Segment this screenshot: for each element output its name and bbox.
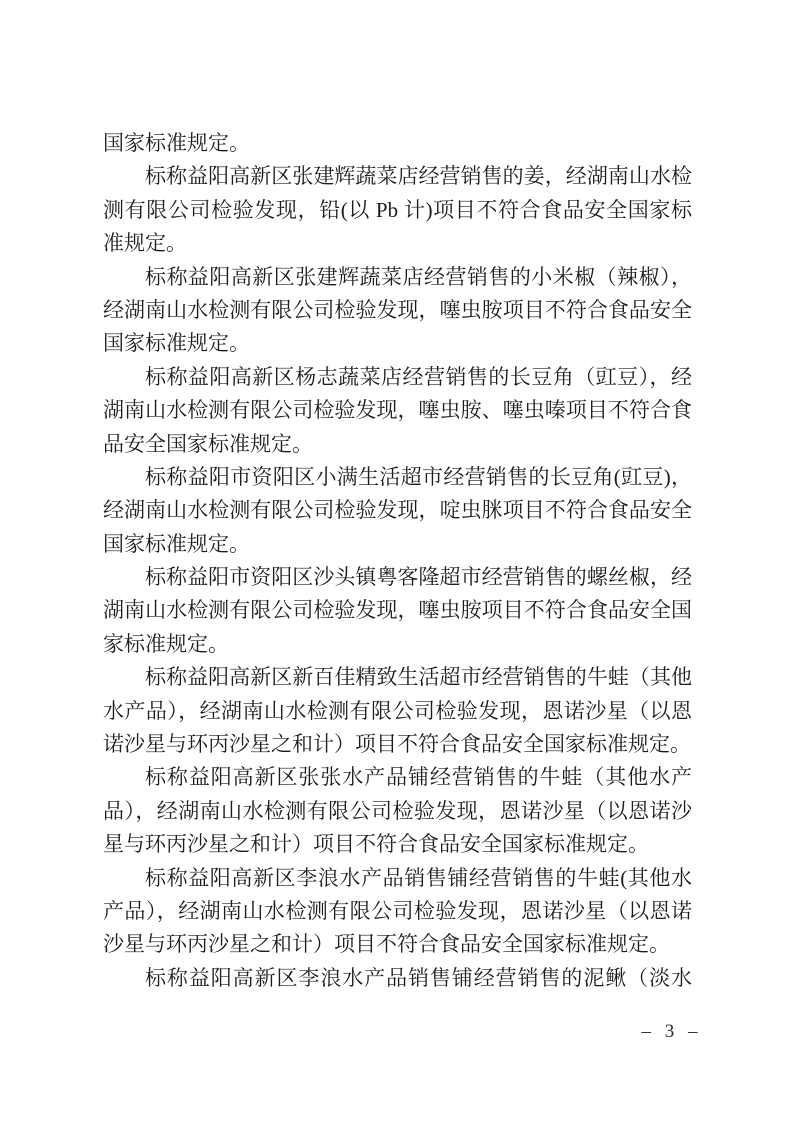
text-line: 产品），经湖南山水检测有限公司检验发现，恩诺沙星（以恩诺 <box>103 898 692 923</box>
text-line: 标称益阳高新区张建辉蔬菜店经营销售的小米椒（辣椒）， <box>145 264 692 289</box>
text-line: 经湖南山水检测有限公司检验发现，啶虫脒项目不符合食品安全 <box>103 498 692 523</box>
text-line: 标称益阳市资阳区沙头镇粤客隆超市经营销售的螺丝椒，经 <box>145 565 692 590</box>
text-line: 湖南山水检测有限公司检验发现，噻虫胺项目不符合食品安全国 <box>103 598 692 623</box>
text-line: 准规定。 <box>103 231 187 256</box>
text-line: 品），经湖南山水检测有限公司检验发现，恩诺沙星（以恩诺沙 <box>103 798 692 823</box>
text-line: 沙星与环丙沙星之和计）项目不符合食品安全国家标准规定。 <box>103 932 670 957</box>
text-line: 标称益阳高新区新百佳精致生活超市经营销售的牛蛙（其他 <box>145 665 692 690</box>
text-line: 标称益阳高新区张建辉蔬菜店经营销售的姜，经湖南山水检 <box>145 164 692 189</box>
text-line: 诺沙星与环丙沙星之和计）项目不符合食品安全国家标准规定。 <box>103 732 691 757</box>
text-line: 国家标准规定。 <box>103 331 250 356</box>
text-line: 水产品），经湖南山水检测有限公司检验发现，恩诺沙星（以恩 <box>103 698 692 723</box>
text-block <box>103 127 692 995</box>
text-line: 标称益阳高新区李浪水产品销售铺经营销售的泥鳅（淡水 <box>145 965 692 990</box>
text-line: 经湖南山水检测有限公司检验发现，噻虫胺项目不符合食品安全 <box>103 297 692 322</box>
text-line: 品安全国家标准规定。 <box>103 431 313 456</box>
text-line: 国家标准规定。 <box>103 131 250 155</box>
text-line: 测有限公司检验发现，铅(以 Pb 计)项目不符合食品安全国家标 <box>103 197 692 222</box>
page-number: – 3 – <box>641 1021 699 1042</box>
text-line: 标称益阳市资阳区小满生活超市经营销售的长豆角(豇豆)， <box>145 464 692 489</box>
text-line: 湖南山水检测有限公司检验发现，噻虫胺、噻虫嗪项目不符合食 <box>103 398 692 423</box>
text-line: 家标准规定。 <box>103 631 229 656</box>
text-line: 标称益阳高新区李浪水产品销售铺经营销售的牛蛙(其他水 <box>145 865 692 890</box>
text-line: 标称益阳高新区杨志蔬菜店经营销售的长豆角（豇豆），经 <box>145 364 692 389</box>
text-line: 星与环丙沙星之和计）项目不符合食品安全国家标准规定。 <box>103 832 649 857</box>
text-line: 国家标准规定。 <box>103 531 250 556</box>
text-line: 标称益阳高新区张张水产品铺经营销售的牛蛙（其他水产 <box>145 765 692 790</box>
